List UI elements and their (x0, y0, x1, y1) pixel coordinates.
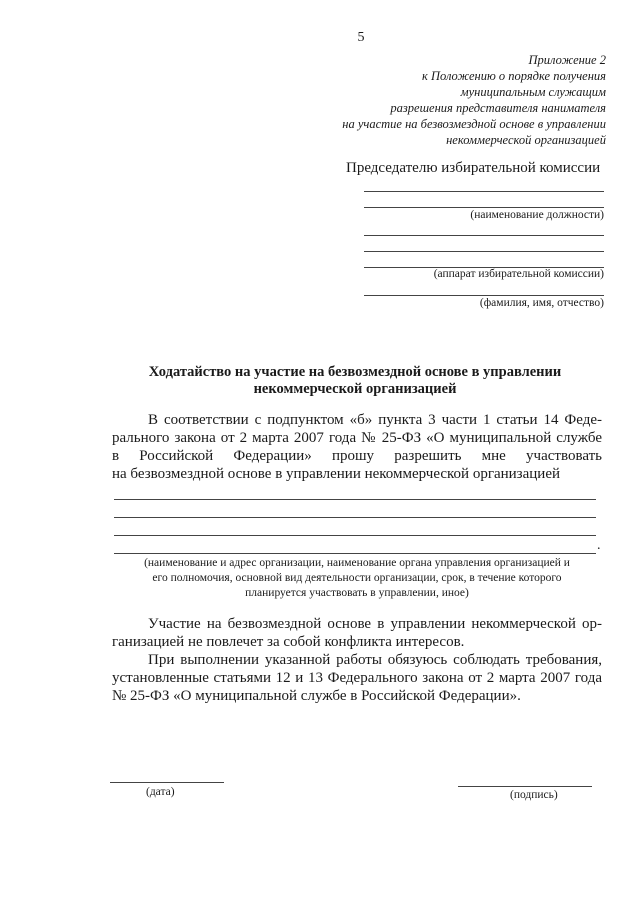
organization-fill-line (114, 517, 596, 518)
title-line: Ходатайство на участие на безвозмездной основе в управлении (148, 364, 562, 380)
appendix-line: муниципальным служащим (460, 85, 606, 99)
paragraph-line: При выполнении указанной работы обязуюсь соблюдать требования, (148, 652, 602, 668)
organization-fill-line (114, 553, 596, 554)
title-line: некоммерческой организацией (253, 381, 457, 397)
caption-line: его полномочия, основной вид деятельности организации, срок, в течение которого (152, 572, 562, 584)
paragraph-line: рального закона от 2 марта 2007 года № 25-ФЗ «О муниципальной службе (112, 430, 602, 446)
date-caption: (дата) (146, 786, 175, 798)
position-fill-line (364, 191, 604, 192)
document-title (110, 364, 600, 398)
organization-fill-line (114, 499, 596, 500)
organization-caption (110, 556, 604, 601)
position-fill-line (364, 207, 604, 208)
name-caption: (фамилия, имя, отчество) (479, 297, 604, 309)
signature-caption: (подпись) (510, 789, 558, 801)
paragraph-line: № 25-ФЗ «О муниципальной службе в Российской Федерации». (112, 688, 521, 704)
date-fill-line (110, 782, 224, 783)
organization-fill-line (114, 535, 596, 536)
appendix-line: на участие на безвозмездной основе в управлении (342, 117, 606, 131)
caption-line: планируется участвовать в управлении, иное) (245, 587, 469, 599)
apparatus-fill-line (364, 235, 604, 236)
appendix-line: некоммерческой организацией (446, 133, 606, 147)
paragraph-line: Участие на безвозмездной основе в управлении некоммерческой ор- (148, 616, 602, 632)
appendix-header (276, 52, 606, 148)
line-end-period: . (597, 538, 601, 553)
caption-line: (наименование и адрес организации, наименование органа управления организацией и (144, 557, 570, 569)
apparatus-fill-line (364, 251, 604, 252)
signature-fill-line (458, 786, 592, 787)
appendix-line: к Положению о порядке получения (422, 69, 606, 83)
appendix-line: Приложение 2 (528, 53, 606, 67)
addressee-to: Председателю избирательной комиссии (346, 160, 601, 176)
paragraph-line: В соответствии с подпунктом «б» пункта 3 части 1 статьи 14 Феде- (148, 412, 602, 428)
paragraph-line: в Российской Федерации» прошу разрешить мне участвовать (112, 448, 602, 464)
paragraph-line: ганизацией не повлечет за собой конфликта интересов. (112, 634, 465, 650)
request-paragraph (112, 411, 602, 483)
obligation-paragraph (112, 651, 602, 705)
appendix-line: разрешения представителя нанимателя (390, 101, 606, 115)
paragraph-line: установленные статьями 12 и 13 Федерального закона от 2 марта 2007 года (112, 670, 602, 686)
position-caption: (наименование должности) (470, 209, 604, 221)
paragraph-line: на безвозмездной основе в управлении некоммерческой организацией (112, 466, 561, 482)
page-number: 5 (357, 30, 365, 45)
apparatus-caption: (аппарат избирательной комиссии) (433, 268, 604, 280)
conflict-paragraph (112, 615, 602, 651)
name-fill-line (364, 295, 604, 296)
